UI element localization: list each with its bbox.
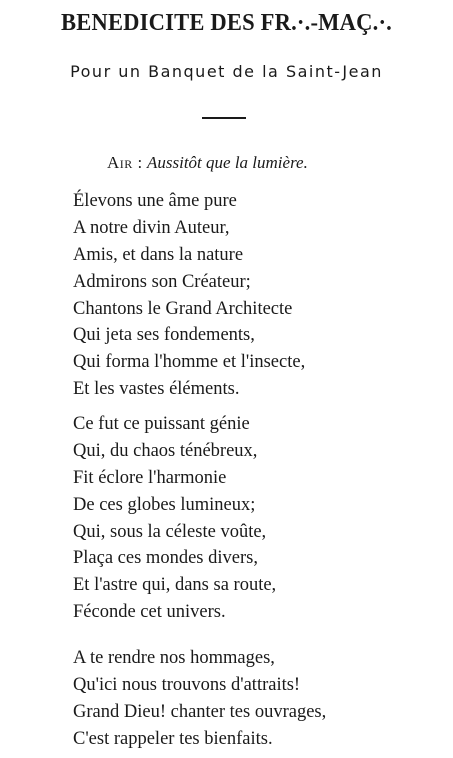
song-subtitle: Pour un Banquet de la Saint-Jean	[70, 62, 383, 81]
verse-line: Qu'ici nous trouvons d'attraits!	[73, 674, 301, 695]
verse-line: Et les vastes éléments.	[73, 379, 240, 400]
verse-line: Plaça ces mondes divers,	[73, 548, 258, 569]
tune-name: Aussitôt que la lumière.	[147, 153, 308, 172]
verse-line: Grand Dieu! chanter tes ouvrages,	[73, 701, 327, 722]
verse-line: Amis, et dans la nature	[73, 244, 244, 265]
verse-line: Qui forma l'homme et l'insecte,	[73, 352, 306, 373]
verse-line: Féconde cet univers.	[73, 602, 226, 623]
tune-indication	[107, 153, 308, 173]
verse-line: Qui jeta ses fondements,	[73, 325, 255, 346]
verse-line: Ce fut ce puissant génie	[73, 414, 250, 434]
verse-line: C'est rappeler tes bienfaits.	[73, 728, 273, 749]
verse-line: Et l'astre qui, dans sa route,	[73, 575, 277, 596]
verse-line: A notre divin Auteur,	[73, 217, 230, 238]
verse-line: Élevons une âme pure	[73, 191, 237, 211]
stanza-2	[73, 411, 276, 626]
verse-line: De ces globes lumineux;	[73, 494, 256, 515]
verse-line: Admirons son Créateur;	[73, 271, 251, 292]
verse-line: Qui, du chaos ténébreux,	[73, 440, 258, 461]
verse-line: A te rendre nos hommages,	[73, 648, 275, 668]
verse-line: Fit éclore l'harmonie	[73, 467, 227, 488]
stanza-1	[73, 188, 305, 403]
stanza-3	[73, 645, 326, 753]
song-title: BENEDICITE DES FR.·.-MAÇ.·.	[61, 10, 392, 36]
verse-line: Chantons le Grand Architecte	[73, 298, 293, 319]
verse-line: Qui, sous la céleste voûte,	[73, 521, 267, 542]
title-divider	[202, 117, 246, 119]
tune-label: Air :	[107, 153, 143, 172]
